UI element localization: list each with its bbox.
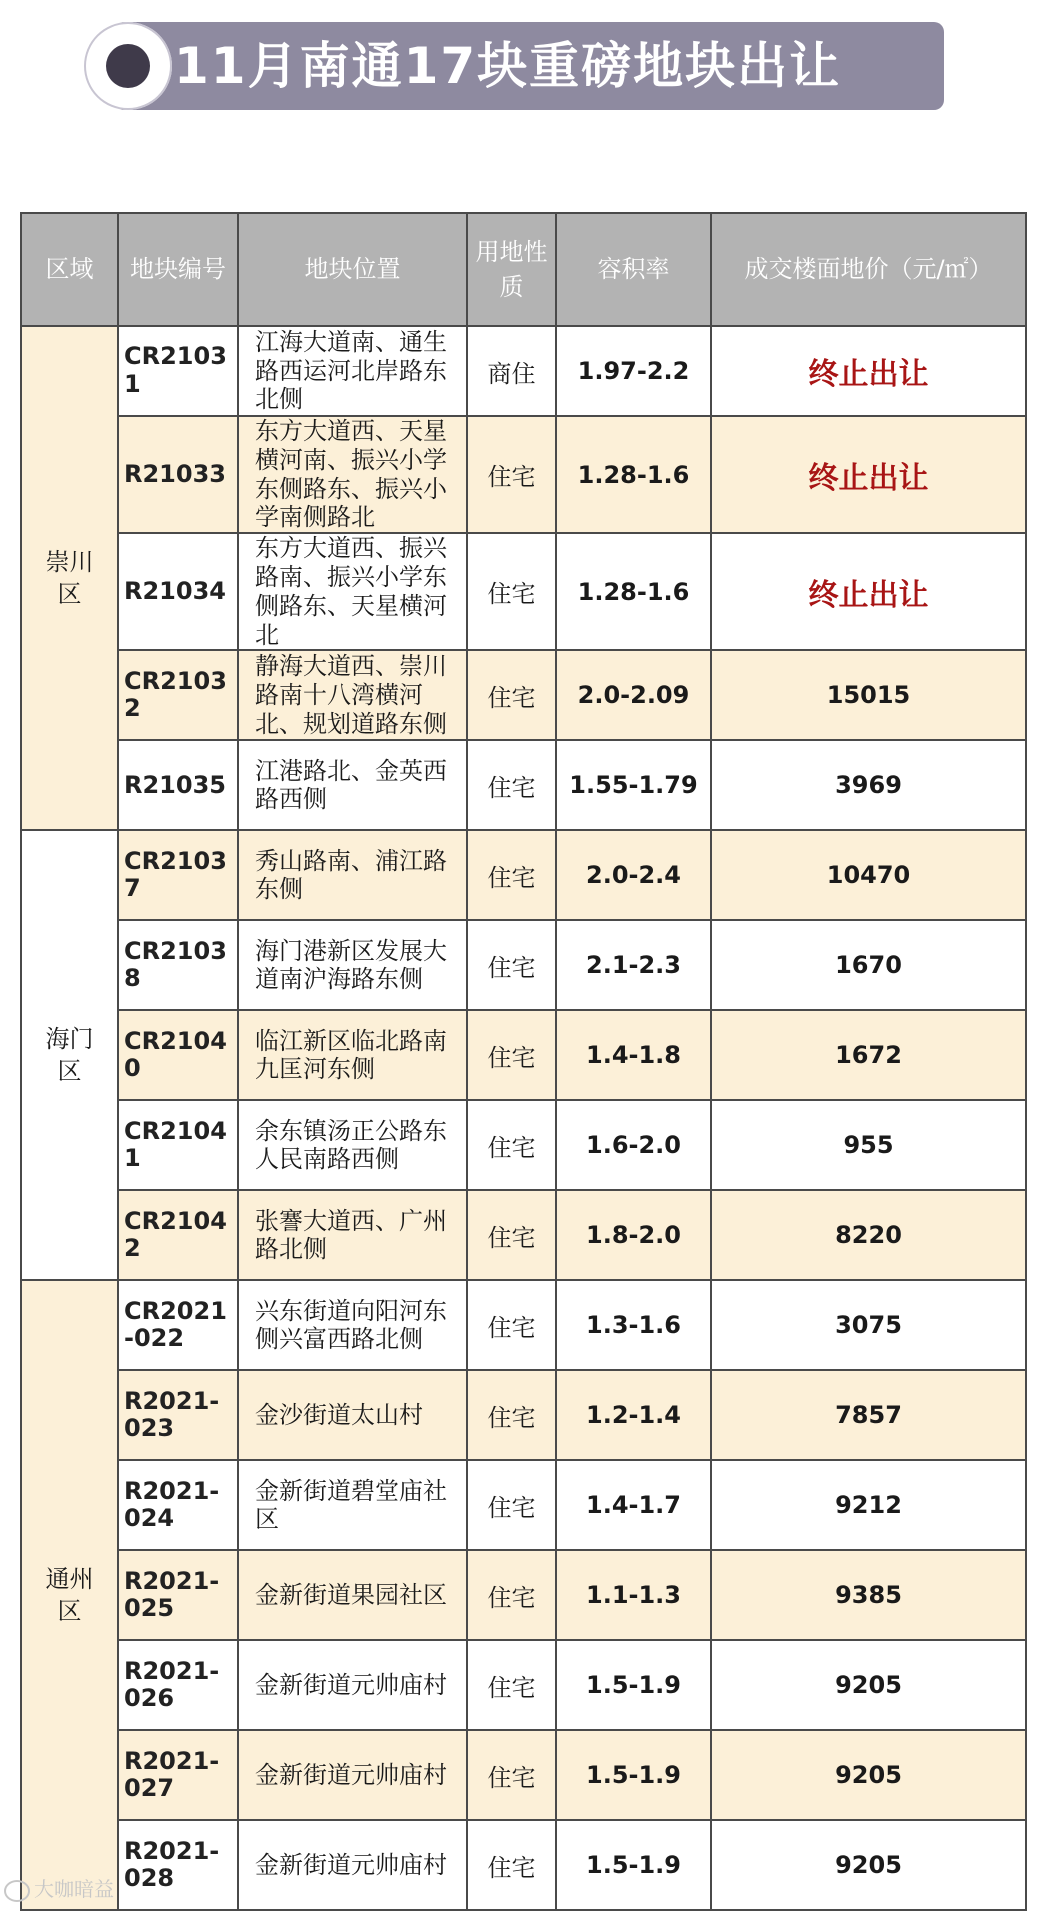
- plot-ratio: 2.0-2.4: [556, 830, 711, 920]
- deal-price: 1672: [711, 1010, 1026, 1100]
- plot-ratio: 1.1-1.3: [556, 1550, 711, 1640]
- land-use-type: 住宅: [467, 416, 556, 533]
- plot-code: CR21037: [118, 830, 238, 920]
- watermark-text: 大咖暗益: [34, 1877, 114, 1901]
- plot-location: 金新街道碧堂庙社区: [238, 1460, 467, 1550]
- header-type: 用地性质: [467, 213, 556, 326]
- plot-code: CR21032: [118, 650, 238, 740]
- plot-code: R21033: [118, 416, 238, 533]
- land-use-type: 住宅: [467, 1730, 556, 1820]
- plot-ratio: 1.2-1.4: [556, 1370, 711, 1460]
- table-row: [21, 830, 1026, 920]
- header-code: 地块编号: [118, 213, 238, 326]
- plot-ratio: 1.4-1.7: [556, 1460, 711, 1550]
- district-cell: [21, 830, 118, 1280]
- deal-price: 3075: [711, 1280, 1026, 1370]
- table-row: [21, 1280, 1026, 1370]
- land-use-type: 住宅: [467, 1640, 556, 1730]
- weibo-logo-icon: [4, 1880, 30, 1902]
- plot-ratio: 1.97-2.2: [556, 326, 711, 416]
- table-row: [21, 1640, 1026, 1730]
- table-row: [21, 1730, 1026, 1820]
- plot-location: 金新街道元帅庙村: [238, 1640, 467, 1730]
- district-name: 通州区: [45, 1564, 94, 1626]
- land-use-type: 住宅: [467, 1190, 556, 1280]
- header-region: 区域: [21, 213, 118, 326]
- plot-location: 兴东街道向阳河东侧兴富西路北侧: [238, 1280, 467, 1370]
- district-name: 海门区: [45, 1024, 94, 1086]
- plot-location: 张謇大道西、广州路北侧: [238, 1190, 467, 1280]
- plot-ratio: 1.5-1.9: [556, 1640, 711, 1730]
- deal-price: 终止出让: [711, 533, 1026, 650]
- district-name: 崇川区: [45, 547, 94, 609]
- header-ratio: 容积率: [556, 213, 711, 326]
- land-use-type: 住宅: [467, 1550, 556, 1640]
- plot-ratio: 1.8-2.0: [556, 1190, 711, 1280]
- circle-bullet-icon: [84, 22, 172, 110]
- plot-location: 金沙街道太山村: [238, 1370, 467, 1460]
- plot-ratio: 1.4-1.8: [556, 1010, 711, 1100]
- district-cell: [21, 326, 118, 830]
- plot-location: 金新街道果园社区: [238, 1550, 467, 1640]
- plot-code: R2021-025: [118, 1550, 238, 1640]
- header-price: 成交楼面地价（元/㎡）: [711, 213, 1026, 326]
- table-row: [21, 1460, 1026, 1550]
- deal-price: 15015: [711, 650, 1026, 740]
- page-title: 11月南通17块重磅地块出让: [174, 37, 842, 95]
- deal-price: 955: [711, 1100, 1026, 1190]
- deal-price: 9205: [711, 1820, 1026, 1910]
- plot-code: R21034: [118, 533, 238, 650]
- header-location: 地块位置: [238, 213, 467, 326]
- table-row: [21, 326, 1026, 416]
- table-row: [21, 740, 1026, 830]
- plot-location: 临江新区临北路南九匡河东侧: [238, 1010, 467, 1100]
- land-use-type: 住宅: [467, 740, 556, 830]
- plot-location: 秀山路南、浦江路东侧: [238, 830, 467, 920]
- plot-location: 江海大道南、通生路西运河北岸路东北侧: [238, 326, 467, 416]
- plot-code: R2021-027: [118, 1730, 238, 1820]
- deal-price: 9205: [711, 1640, 1026, 1730]
- table-row: [21, 1550, 1026, 1640]
- table-row: [21, 920, 1026, 1010]
- plot-location: 金新街道元帅庙村: [238, 1730, 467, 1820]
- plot-location: 海门港新区发展大道南沪海路东侧: [238, 920, 467, 1010]
- plot-ratio: 2.1-2.3: [556, 920, 711, 1010]
- plot-ratio: 1.3-1.6: [556, 1280, 711, 1370]
- plot-code: CR21040: [118, 1010, 238, 1100]
- land-use-type: 住宅: [467, 1280, 556, 1370]
- plot-ratio: 1.5-1.9: [556, 1820, 711, 1910]
- plot-code: R21035: [118, 740, 238, 830]
- table-row: [21, 1100, 1026, 1190]
- land-use-type: 商住: [467, 326, 556, 416]
- table-row: [21, 533, 1026, 650]
- table-row: [21, 1010, 1026, 1100]
- plot-ratio: 1.6-2.0: [556, 1100, 711, 1190]
- plot-code: R2021-023: [118, 1370, 238, 1460]
- deal-price: 9385: [711, 1550, 1026, 1640]
- land-use-type: 住宅: [467, 830, 556, 920]
- plot-ratio: 1.55-1.79: [556, 740, 711, 830]
- plot-code: CR21031: [118, 326, 238, 416]
- plot-code: R2021-024: [118, 1460, 238, 1550]
- plot-location: 东方大道西、天星横河南、振兴小学东侧路东、振兴小学南侧路北: [238, 416, 467, 533]
- deal-price: 8220: [711, 1190, 1026, 1280]
- deal-price: 10470: [711, 830, 1026, 920]
- table-row: [21, 650, 1026, 740]
- plot-location: 东方大道西、振兴路南、振兴小学东侧路东、天星横河北: [238, 533, 467, 650]
- plot-location: 余东镇汤正公路东人民南路西侧: [238, 1100, 467, 1190]
- plot-ratio: 2.0-2.09: [556, 650, 711, 740]
- deal-price: 7857: [711, 1370, 1026, 1460]
- plot-code: CR2021-022: [118, 1280, 238, 1370]
- table-row: [21, 1190, 1026, 1280]
- land-use-type: 住宅: [467, 1460, 556, 1550]
- district-cell: [21, 1280, 118, 1910]
- plot-location: 金新街道元帅庙村: [238, 1820, 467, 1910]
- deal-price: 1670: [711, 920, 1026, 1010]
- plot-ratio: 1.5-1.9: [556, 1730, 711, 1820]
- land-use-type: 住宅: [467, 920, 556, 1010]
- plot-code: CR21038: [118, 920, 238, 1010]
- land-use-type: 住宅: [467, 1100, 556, 1190]
- table-row: [21, 416, 1026, 533]
- table-row: [21, 1820, 1026, 1910]
- land-use-type: 住宅: [467, 1370, 556, 1460]
- plot-ratio: 1.28-1.6: [556, 533, 711, 650]
- plot-location: 静海大道西、崇川路南十八湾横河北、规划道路东侧: [238, 650, 467, 740]
- land-use-type: 住宅: [467, 1820, 556, 1910]
- land-use-type: 住宅: [467, 533, 556, 650]
- land-table: [20, 212, 1027, 1911]
- table-row: [21, 1370, 1026, 1460]
- land-use-type: 住宅: [467, 650, 556, 740]
- deal-price: 9205: [711, 1730, 1026, 1820]
- table-header-row: [21, 213, 1026, 326]
- bullet-dot: [106, 44, 150, 88]
- plot-code: CR21041: [118, 1100, 238, 1190]
- deal-price: 3969: [711, 740, 1026, 830]
- plot-code: R2021-026: [118, 1640, 238, 1730]
- deal-price: 9212: [711, 1460, 1026, 1550]
- plot-code: R2021-028: [118, 1820, 238, 1910]
- title-banner: [84, 22, 944, 110]
- plot-location: 江港路北、金英西路西侧: [238, 740, 467, 830]
- land-use-type: 住宅: [467, 1010, 556, 1100]
- plot-ratio: 1.28-1.6: [556, 416, 711, 533]
- deal-price: 终止出让: [711, 326, 1026, 416]
- deal-price: 终止出让: [711, 416, 1026, 533]
- plot-code: CR21042: [118, 1190, 238, 1280]
- watermark: [4, 1874, 114, 1904]
